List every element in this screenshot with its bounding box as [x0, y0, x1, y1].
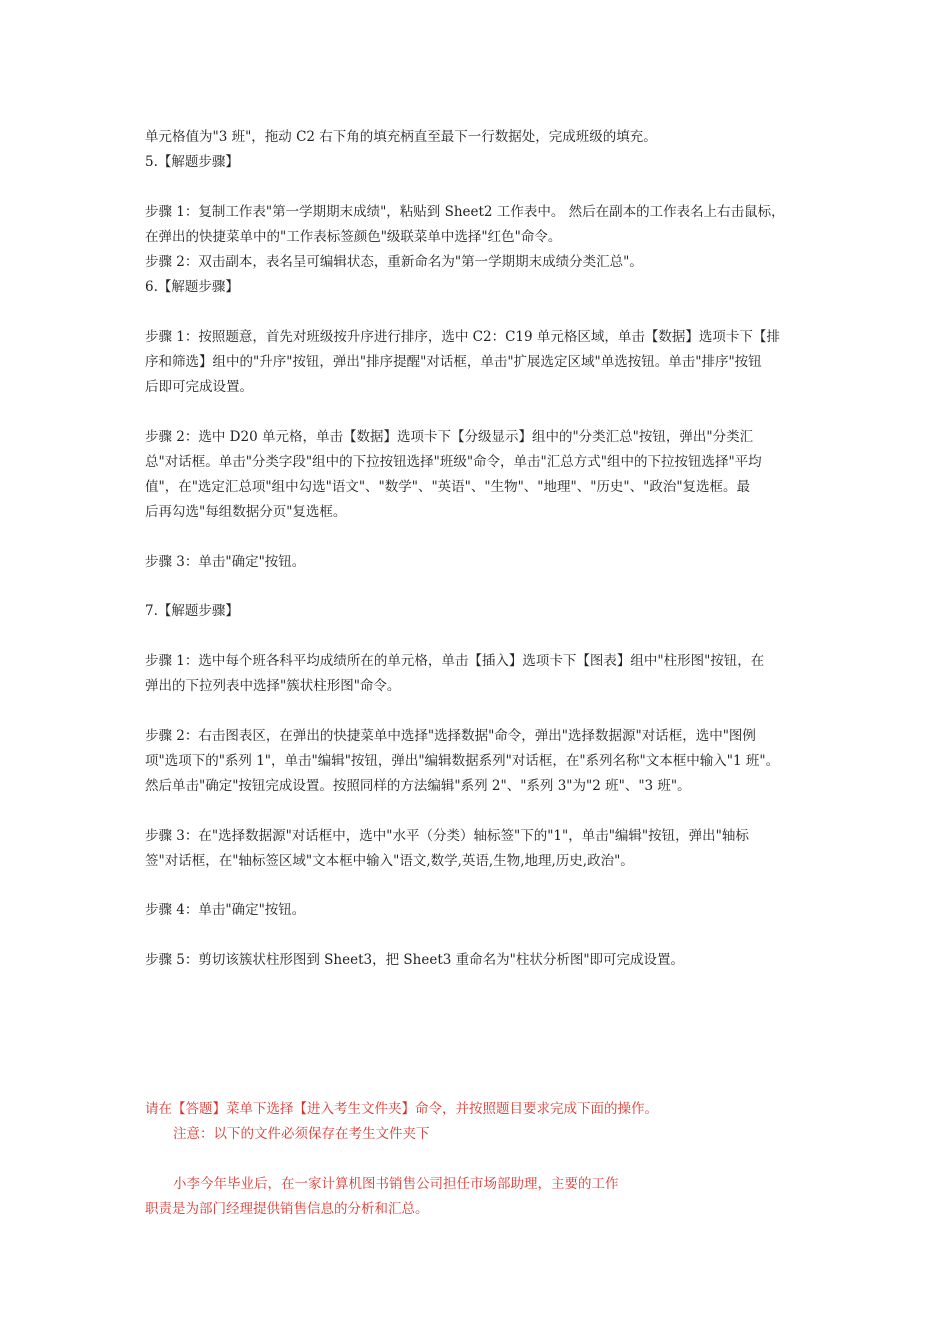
text-line: 步骤 3：单击"确定"按钮。	[145, 554, 306, 570]
text-line: 在弹出的快捷菜单中的"工作表标签颜色"级联菜单中选择"红色"命令。	[145, 229, 562, 245]
text-line: 步骤 1：复制工作表"第一学期期末成绩"，粘贴到 Sheet2 工作表中。 然后在副本的工作表名上右击鼠标，	[145, 204, 785, 220]
section-heading-6: 6.【解题步骤】	[145, 279, 239, 295]
section-heading-7: 7.【解题步骤】	[145, 603, 239, 619]
text-line: 后再勾选"每组数据分页"复选框。	[145, 504, 347, 520]
text-line: 步骤 3：在"选择数据源"对话框中，选中"水平（分类）轴标签"下的"1"，单击"编辑"按钮，弹出"轴标	[145, 828, 749, 844]
text-line: 序和筛选】组中的"升序"按钮，弹出"排序提醒"对话框，单击"扩展选定区域"单选按钮。单击"排序"按钮	[145, 354, 762, 370]
text-line: 签"对话框，在"轴标签区域"文本框中输入"语文,数学,英语,生物,地理,历史,政治"。	[145, 853, 634, 869]
text-line: 后即可完成设置。	[145, 379, 253, 395]
text-line: 然后单击"确定"按钮完成设置。按照同样的方法编辑"系列 2"、"系列 3"为"2 班"、"3 班"。	[145, 778, 691, 794]
text-line: 步骤 2：选中 D20 单元格，单击【数据】选项卡下【分级显示】组中的"分类汇总"按钮，弹出"分类汇	[145, 429, 754, 445]
text-line: 步骤 5：剪切该簇状柱形图到 Sheet3，把 Sheet3 重命名为"柱状分析图"即可完成设置。	[145, 952, 685, 968]
text-line: 单元格值为"3 班"，拖动 C2 右下角的填充柄直至最下一行数据处，完成班级的填充。	[145, 129, 657, 145]
text-line: 步骤 1：按照题意，首先对班级按升序进行排序，选中 C2：C19 单元格区域，单击【数据】选项卡下【排	[145, 329, 780, 345]
scenario-text: 小李今年毕业后，在一家计算机图书销售公司担任市场部助理，主要的工作	[173, 1176, 619, 1192]
text-line: 步骤 2：右击图表区，在弹出的快捷菜单中选择"选择数据"命令，弹出"选择数据源"对话框，选中"图例	[145, 728, 756, 744]
text-line: 总"对话框。单击"分类字段"组中的下拉按钮选择"班级"命令，单击"汇总方式"组中的下拉按钮选择"平均	[145, 454, 762, 470]
section-heading-5: 5.【解题步骤】	[145, 154, 239, 170]
scenario-text: 职责是为部门经理提供销售信息的分析和汇总。	[145, 1201, 429, 1217]
instruction-notice: 请在【答题】菜单下选择【进入考生文件夹】命令，并按照题目要求完成下面的操作。	[145, 1101, 658, 1117]
text-line: 步骤 1：选中每个班各科平均成绩所在的单元格，单击【插入】选项卡下【图表】组中"柱形图"按钮，在	[145, 653, 765, 669]
save-notice: 注意：以下的文件必须保存在考生文件夹下	[173, 1126, 430, 1142]
text-line: 值"，在"选定汇总项"组中勾选"语文"、"数学"、"英语"、"生物"、"地理"、"历史"、"政治"复选框。最	[145, 479, 751, 495]
text-line: 项"选项下的"系列 1"，单击"编辑"按钮，弹出"编辑数据系列"对话框，在"系列名称"文本框中输入"1 班"。	[145, 753, 780, 769]
text-line: 步骤 2：双击副本，表名呈可编辑状态，重新命名为"第一学期期末成绩分类汇总"。	[145, 254, 643, 270]
text-line: 弹出的下拉列表中选择"簇状柱形图"命令。	[145, 678, 401, 694]
text-line: 步骤 4：单击"确定"按钮。	[145, 902, 306, 918]
